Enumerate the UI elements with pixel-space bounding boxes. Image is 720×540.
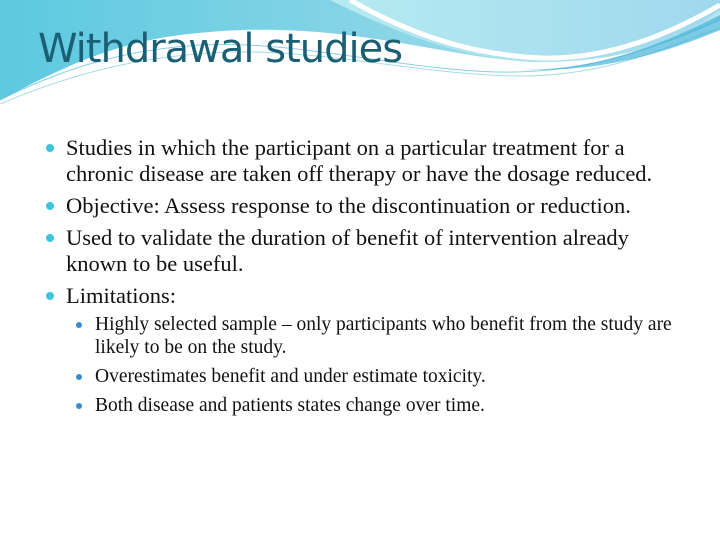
slide-content	[46, 135, 686, 423]
sub-bullet-dot-icon	[76, 322, 82, 328]
bullet-dot-icon	[46, 292, 54, 300]
bullet-item: Used to validate the duration of benefit of intervention already known to be useful.	[46, 225, 686, 277]
bullet-dot-icon	[46, 234, 54, 242]
bullet-dot-icon	[46, 202, 54, 210]
sub-bullet-dot-icon	[76, 374, 82, 380]
sub-bullet-dot-icon	[76, 403, 82, 409]
sub-bullet-item: Highly selected sample – only participants who benefit from the study are likely to be on the study.	[46, 313, 686, 359]
bullet-dot-icon	[46, 144, 54, 152]
bullet-item: Objective: Assess response to the discontinuation or reduction.	[46, 193, 686, 219]
slide-title: Withdrawal studies	[38, 26, 403, 72]
sub-bullet-item: Overestimates benefit and under estimate toxicity.	[46, 365, 686, 388]
sub-bullet-item: Both disease and patients states change over time.	[46, 394, 686, 417]
bullet-item: Limitations:	[46, 283, 686, 309]
bullet-item: Studies in which the participant on a particular treatment for a chronic disease are taken off therapy or have the dosage reduced.	[46, 135, 686, 187]
